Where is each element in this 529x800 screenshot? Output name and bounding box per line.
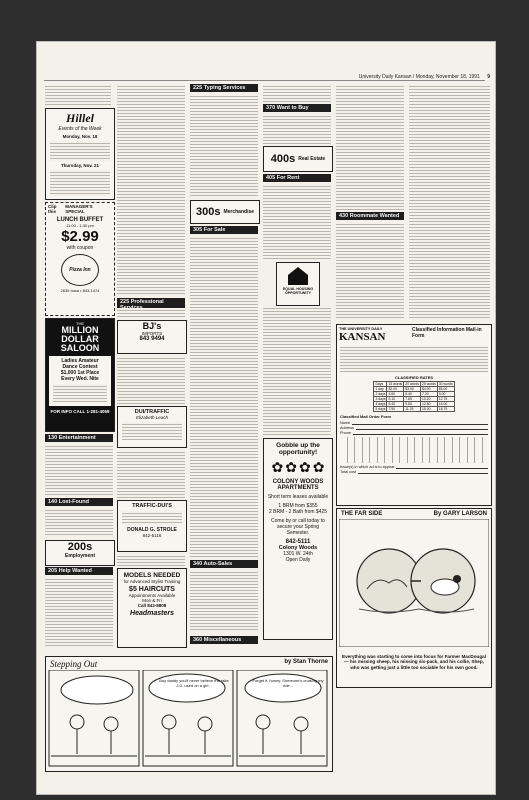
rates-cell: 4 days (375, 402, 386, 406)
order-total-label: Total cost (340, 470, 357, 474)
rent-sub: Real Estate (298, 156, 326, 162)
ad-copy-grid[interactable] (340, 437, 488, 463)
order-addr-label: Address (340, 426, 354, 430)
coupon-clip: Clip this (48, 204, 57, 214)
rates-cell: 6.40 (387, 402, 404, 407)
colony-woods-ad (263, 438, 333, 640)
rates-cell: 9.60 (404, 402, 421, 407)
lost-text (45, 508, 113, 536)
saloon-ad (45, 318, 115, 432)
rates-cell: $5.00 (437, 387, 454, 392)
section-pro: 225 Professional (117, 298, 185, 312)
classified-form[interactable] (336, 324, 492, 506)
hillel-day1: Monday, Nov. 18 (62, 134, 98, 139)
rates-cell: 7.50 (387, 407, 404, 412)
want-text (263, 114, 331, 144)
section-forsale: 305 For Sale (190, 226, 258, 234)
rates-head-cell: Days (374, 382, 387, 387)
coupon-item: LUNCH BUFFET (56, 217, 104, 223)
rates-cell: 7.20 (421, 392, 438, 397)
pizza-coupon[interactable] (45, 202, 115, 316)
dui-title: DUI/TRAFFIC (134, 409, 170, 415)
colony-come: Come by or call today to secure your Spring Semester. (271, 518, 325, 536)
saloon-l6: Dance Contest (62, 364, 98, 370)
section-roommate: 430 Roommate Wanted (336, 212, 404, 220)
saloon-l8: Every Wed. Nite (61, 376, 99, 382)
rates-cell: 10.20 (421, 397, 438, 402)
section-forrent: 405 For Rent (263, 174, 331, 182)
col2-text3 (117, 450, 185, 498)
col2-text4 (117, 554, 185, 566)
rates-head-cell: 30 words (438, 382, 453, 386)
turkey-icon: ✿ (312, 459, 325, 475)
entertainment-text (45, 444, 113, 496)
bubble-text-2: Forget it, honey. Someone's cruising my ride... (252, 678, 324, 688)
col5-text (336, 84, 404, 210)
rates-head-cell: 25 words (422, 382, 436, 386)
traffic-title: TRAFFIC-DUI'S (132, 503, 172, 509)
col4-text2 (263, 306, 331, 436)
merch-num: 300s (195, 206, 221, 218)
employ-num: 200s (67, 541, 93, 553)
hillel-title: Hillel (66, 111, 94, 125)
saloon-saloon: SALOON (60, 343, 100, 353)
rates-row (374, 407, 454, 412)
dateline: University Daily Kansan / Monday, November 18, 1991 (358, 74, 480, 80)
order-phone-field[interactable] (353, 431, 488, 435)
far-side-comic (336, 508, 492, 688)
order-name-label: Name (340, 421, 351, 425)
order-phone-label: Phone (340, 431, 351, 435)
pro-text (117, 308, 185, 318)
pizza-logo: Pizza Inn (61, 254, 99, 286)
house-icon (288, 267, 308, 275)
coupon-price: $2.99 (61, 228, 99, 245)
col4-top-text (263, 84, 331, 102)
order-total-field[interactable] (358, 470, 488, 474)
colony-addr: 1301 W. 24th (283, 551, 313, 557)
hillel-text1 (50, 141, 110, 161)
turkey-icon: ✿ (299, 459, 311, 475)
rent-num: 400s (270, 153, 296, 165)
page-number: 9 (487, 74, 490, 80)
turkey-icon: ✿ (285, 459, 297, 475)
rates-cell: 5.10 (387, 397, 404, 402)
traffic-ad (117, 500, 187, 552)
col2-text2 (117, 356, 185, 404)
rates-cell: 1 day (374, 387, 387, 392)
far-side-drawing (339, 519, 489, 647)
coupon-note: with coupon (66, 245, 94, 251)
bjs-sub: IMPORTS (141, 331, 163, 336)
dui-name: Elizabeth Leach (135, 415, 169, 420)
colony-name: COLONY WOODS APARTMENTS (272, 479, 324, 491)
stepping-out-artist: by Stan Thorne (284, 659, 328, 665)
auto-text (190, 570, 258, 632)
saloon-fine (53, 384, 107, 402)
rates-cell: 9.00 (437, 392, 454, 397)
rates-cell: 12.75 (437, 397, 454, 402)
bjs-phone: 843 9494 (139, 336, 165, 342)
equal-housing-logo (276, 262, 320, 306)
order-issue-label: Issue(s) in which ad is to appear (340, 465, 395, 469)
colony-l1: Gobble up the (276, 442, 320, 449)
saloon-the: THE (76, 321, 84, 326)
left-notice (45, 84, 111, 106)
order-name-field[interactable] (352, 421, 488, 425)
rates-cell: 3 days (375, 397, 386, 401)
saloon-l5: Ladies Amateur (61, 358, 99, 364)
far-side-artist: By GARY LARSON (433, 511, 487, 517)
bubble-text-1: Boy daddy you'll never believe the rake J.D. used on a girl... (159, 678, 229, 688)
section-lost: 140 Lost-Found (45, 498, 113, 506)
rates-cell: 5.40 (404, 392, 421, 397)
section-want: 370 Want to Buy (263, 104, 331, 112)
rates-head-cell: 20 words (405, 382, 419, 386)
traffic-name: DONALD G. STROLE (127, 527, 177, 533)
roommate-text (336, 222, 404, 320)
hillel-ad (45, 108, 115, 200)
traffic-phone: 842-5116 (142, 533, 162, 538)
colony-br1: 1 BRM from $355 (278, 503, 318, 509)
rates-cell: 5 days (375, 407, 386, 411)
colony-br2: 2 BRM - 2 Bath from $425 (268, 509, 328, 515)
header-rule (44, 80, 485, 81)
models-brand: Headmasters (130, 610, 174, 617)
models-price: $5 HAIRCUTS (129, 586, 175, 593)
rent-header (263, 146, 333, 172)
rates-title: CLASSIFIED RATES (394, 375, 434, 380)
rates-cell: 12.80 (421, 402, 438, 407)
col6-text (409, 84, 490, 320)
colony-name2: Colony Woods (278, 545, 318, 551)
kansan-side: Classified Information Mail-in Form (412, 327, 482, 339)
models-sub: for Advanced Stylist Training (123, 579, 181, 584)
section-auto: 340 Auto-Sales (190, 560, 258, 568)
bjs-name: BJ's (142, 321, 162, 331)
kansan-policy (340, 345, 488, 373)
forsale-text (190, 236, 258, 558)
far-side-title: THE FAR SIDE (341, 511, 383, 517)
bjs-ad (117, 320, 187, 354)
colony-phone: 842-5111 (285, 539, 311, 545)
hillel-sub: Events of the Week (58, 126, 102, 132)
merch-header (190, 200, 260, 224)
coupon-time: 11:00 - 1:30 pm (66, 223, 94, 228)
far-side-caption: Everything was starting to come into focus for Farmer MacDougal — his missing sheep, his missing six-pack, and his collie, Shep, who was getting just a little too sociable for his own good. (342, 654, 486, 670)
models-mon: Mon & Fri (142, 598, 162, 603)
hillel-text2 (50, 170, 110, 196)
order-issue-field[interactable] (396, 465, 488, 469)
equal-text: EQUAL HOUSING OPPORTUNITY (282, 287, 314, 295)
forrent-text (263, 184, 331, 260)
models-title: MODELS NEEDED (123, 572, 181, 579)
section-entertainment: 130 Entertainment (45, 434, 113, 442)
house-body (288, 275, 308, 285)
rates-cell: 18.75 (437, 407, 454, 412)
typing-text (190, 94, 258, 198)
kansan-pre: THE UNIVERSITY DAILY (339, 327, 383, 331)
kansan-title: KANSAN (339, 331, 386, 343)
models-call: Call 843-8808 (137, 603, 167, 608)
saloon-l7: $1,000 1st Place (60, 370, 100, 376)
colony-l2: opportunity! (278, 449, 318, 456)
rates-cell: 3.60 (387, 392, 404, 397)
order-title: Classified Mail Order Form (340, 414, 391, 419)
colony-lease: Short term leases available (267, 494, 329, 500)
col2-text (117, 84, 185, 296)
section-typing: 225 Typing Services (190, 84, 258, 92)
turkey-icons (264, 459, 332, 476)
merch-sub: Merchandise (223, 209, 255, 215)
help-text (45, 577, 113, 647)
dui-ad (117, 406, 187, 448)
rates-cell: 7.65 (404, 397, 421, 402)
stepping-out-comic (45, 656, 333, 772)
rates-head-cell: 15 words (388, 382, 403, 386)
dui-text (122, 422, 182, 440)
traffic-text (122, 511, 182, 525)
section-help: 205 Help Wanted (45, 567, 113, 575)
turkey-icon: ✿ (271, 459, 284, 475)
section-misc: 360 Miscellaneous (190, 636, 258, 644)
colony-hours: Open Daily (285, 557, 311, 563)
employment-header (45, 540, 115, 566)
rates-cell: 15.00 (421, 407, 438, 412)
rates-cell: 2 days (375, 392, 386, 396)
employ-sub: Employment (64, 553, 95, 559)
rates-cell: 16.00 (437, 402, 454, 407)
saloon-million: MILLION (61, 325, 99, 335)
rates-cell: $4.00 (421, 387, 438, 392)
order-addr-field[interactable] (356, 426, 488, 430)
rates-table (373, 381, 454, 412)
hillel-day2: Thursday, Nov. 21 (60, 163, 100, 168)
rates-cell: $3.00 (404, 387, 421, 392)
rates-cell: $2.00 (387, 387, 404, 392)
models-ad (117, 568, 187, 648)
coupon-special: MANAGER'S SPECIAL (65, 204, 93, 214)
rates-cell: 11.25 (404, 407, 421, 412)
stepping-out-title: Stepping Out (50, 659, 98, 669)
pizza-phone: 2630 Iowa • 843-1474 (60, 288, 100, 293)
saloon-dollar: DOLLAR (61, 334, 99, 344)
saloon-info: FOR INFO CALL 1-281-4059 (50, 409, 110, 414)
models-avail: Appointments Available (128, 593, 176, 598)
